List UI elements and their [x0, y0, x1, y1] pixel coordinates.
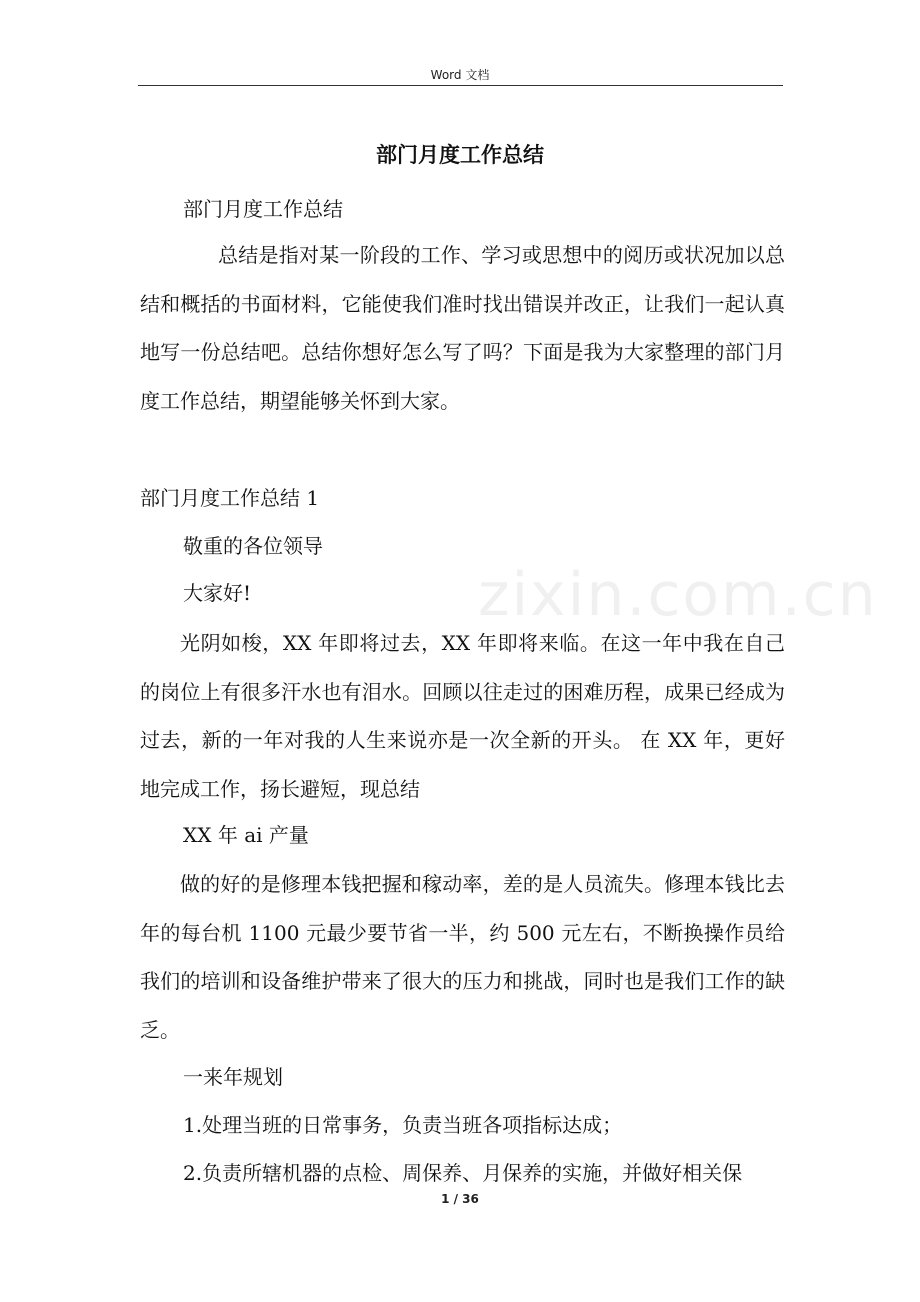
- plan-item: 1.处理当班的日常事务，负责当班各项指标达成；: [183, 1113, 623, 1137]
- header-divider: [138, 85, 783, 86]
- item-heading: XX 年 ai 产量: [183, 823, 309, 847]
- watermark: zixin.com.cn: [478, 560, 878, 630]
- section-heading: 部门月度工作总结 1: [140, 486, 320, 510]
- greeting: 大家好!: [183, 581, 252, 605]
- paragraph-review: 光阴如梭，XX 年即将过去，XX 年即将来临。在这一年中我在自己的岗位上有很多汗水也有泪水。回顾以往走过的困难历程，成果已经成为过去，新的一年对我的人生来说亦是一次全新的开头。 在 XX 年，更好地完成工作，扬长避短，现总结: [140, 631, 785, 801]
- intro-paragraph: 总结是指对某一阶段的工作、学习或思想中的阅历或状况加以总结和概括的书面材料，它能使我们准时找出错误并改正，让我们一起认真地写一份总结吧。总结你想好怎么写了吗？下面是我为大家整理的部门月度工作总结，期望能够关怀到大家。: [140, 243, 785, 413]
- salutation: 敬重的各位领导: [183, 534, 323, 558]
- paragraph-performance: 做的好的是修理本钱把握和稼动率，差的是人员流失。修理本钱比去年的每台机 1100 元最少要节省一半，约 500 元左右，不断换操作员给我们的培训和设备维护带来了很大的压力和挑战，同时也是我们工作的缺乏。: [140, 872, 785, 1042]
- page-number: 1 / 36: [441, 1192, 479, 1206]
- document-subtitle: 部门月度工作总结: [183, 197, 343, 221]
- plan-item: 2.负责所辖机器的点检、周保养、月保养的实施，并做好相关保: [183, 1161, 743, 1185]
- document-title: 部门月度工作总结: [376, 142, 544, 167]
- plan-heading: 一来年规划: [183, 1065, 283, 1089]
- page-header: Word 文档: [430, 68, 490, 82]
